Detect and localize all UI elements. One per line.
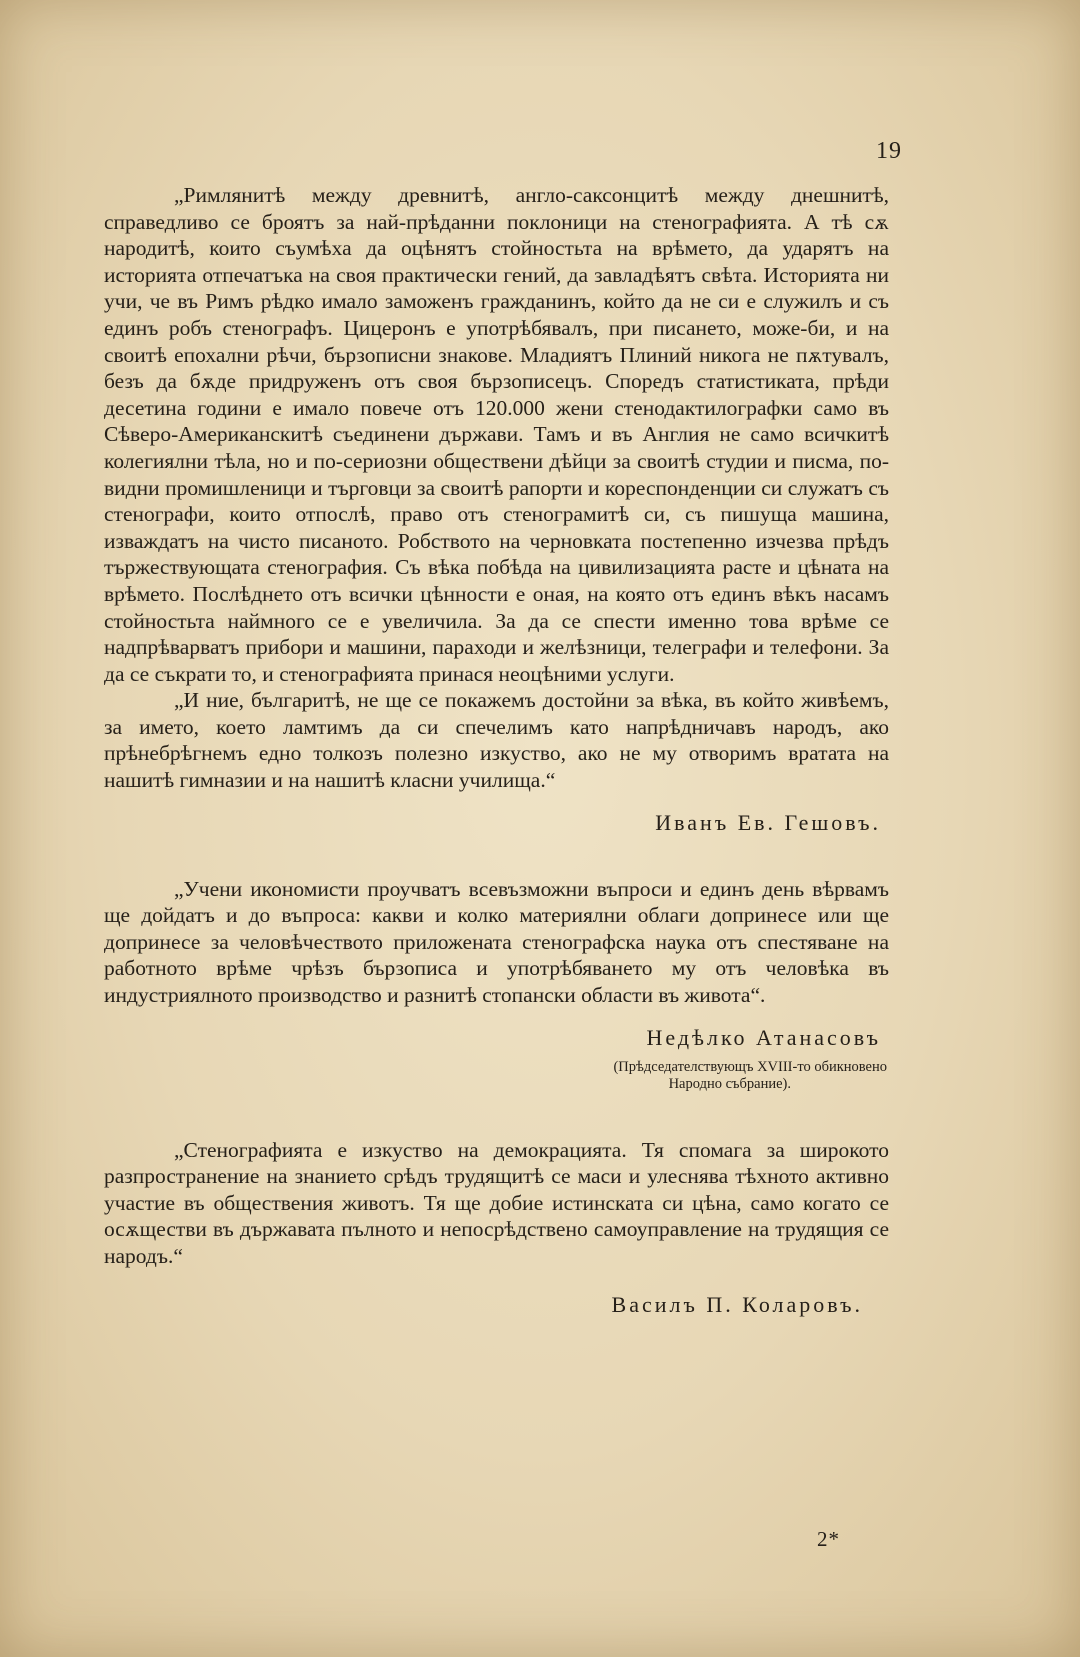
page-content bbox=[104, 182, 889, 1318]
quote-paragraph: „И ние, българитѣ, не ще се покажемъ достойни за вѣка, въ който живѣемъ, за името, което ламтимъ да си спечелимъ като напрѣдничавъ народъ, ако прѣнебрѣгнемъ едно толкозъ полезно изкуство, ако не му отворимъ вратата на нашитѣ гимназии и на нашитѣ класни училища.“ bbox=[104, 688, 889, 793]
sheet-signature-mark: 2* bbox=[817, 1527, 840, 1551]
quote-author: Иванъ Ев. Гешовъ. bbox=[655, 809, 881, 835]
quote-geshov bbox=[104, 182, 889, 836]
section-spacer bbox=[104, 1093, 889, 1137]
quote-author: Василъ П. Коларовъ. bbox=[611, 1291, 863, 1317]
quote-kolarov bbox=[104, 1137, 889, 1318]
author-title-note bbox=[104, 1059, 889, 1093]
page-number: 19 bbox=[876, 138, 902, 164]
section-spacer bbox=[104, 836, 889, 876]
quote-author: Недѣлко Атанасовъ bbox=[646, 1024, 881, 1050]
quote-paragraph: „Стенографията е изкуство на демокрацията. Тя спомага за широкото разпространение на знанието срѣдъ трудящитѣ се маси и улеснява тѣхното активно участие въ обществения животъ. Тя ще добие истинската си цѣна, само когато се осѫществи въ държавата пълното и непосрѣдствено самоуправление на трудящия се народъ.“ bbox=[104, 1137, 889, 1268]
author-title-line: Народно събрание). bbox=[668, 1075, 791, 1092]
author-title-line: (Прѣдседателствующъ XVIII-то обикновено bbox=[613, 1058, 887, 1075]
quote-atanasov bbox=[104, 876, 889, 1093]
quote-paragraph: „Римлянитѣ между древнитѣ, англо-саксонцитѣ между днешнитѣ, справедливо се броятъ за най-прѣданни поклоници на стенографията. А тѣ сѫ народитѣ, които съумѣха да оцѣнятъ стойностьта на врѣмето, да ударятъ на историята отпечатъка на своя практически гений, да завладѣятъ свѣта. Историята ни учи, че въ Римъ рѣдко имало заможенъ гражданинъ, който да не си е служилъ и съ единъ робъ стенографъ. Цицеронъ е употрѣбявалъ, при писането, може-би, и на своитѣ епохални рѣчи, бързописни знакове. Младиятъ Плиний никога не пѫтувалъ, безъ да бѫде придруженъ отъ своя бързописецъ. Споредъ статистиката, прѣди десетина години е имало повече отъ 120.000 жени стенодактилографки само въ Сѣверо-Американскитѣ съединени държави. Тамъ и въ Англия не само всичкитѣ колегиялни тѣла, но и по-сериозни обществени дѣйци за своитѣ студии и писма, по-видни промишленици и търговци за своитѣ рапорти и кореспонденции си служатъ съ стенографи, които отпослѣ, право отъ стенограмитѣ си, съ пишуща машина, изваждатъ на чисто писаното. Робството на черновката постепенно изчезва прѣдъ тържествующата стенография. Съ вѣка побѣда на цивилизацията расте и цѣната на врѣмето. Послѣднето отъ всички цѣнности е оная, на която отъ единъ вѣкъ насамъ стойностьта наймного се е увеличила. За да се спести именно това врѣме се надпрѣварватъ прибори и машини, параходи и желѣзници, телеграфи и телефони. За да се съкрати то, и стенографията принася неоцѣними услуги. bbox=[104, 183, 889, 686]
quote-paragraph: „Учени икономисти проучватъ всевъзможни въпроси и единъ день вѣрвамъ ще дойдатъ и до въпроса: какви и колко материялни облаги допринесе или ще допринесе за человѣчеството приложената стенографска наука отъ спестяване на работното врѣме чрѣзъ бързописа и употрѣбяването му отъ человѣка въ индустриялното производство и разнитѣ стопански области въ живота“. bbox=[104, 876, 889, 1008]
